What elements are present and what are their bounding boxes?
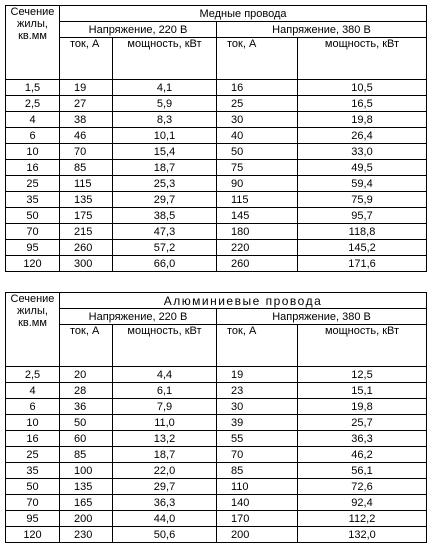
current-220-cell: 46 bbox=[60, 128, 113, 144]
current-220-cell: 165 bbox=[60, 495, 113, 511]
power-380-cell: 19,8 bbox=[298, 399, 427, 415]
current-220-cell: 300 bbox=[60, 256, 113, 272]
table-row bbox=[6, 240, 427, 256]
section-header-cell bbox=[6, 293, 60, 367]
table-row bbox=[6, 128, 427, 144]
section-cell: 25 bbox=[6, 176, 60, 192]
copper-current-220-header: ток, А bbox=[60, 38, 113, 80]
current-220-cell: 230 bbox=[60, 527, 113, 543]
power-220-cell: 15,4 bbox=[113, 144, 217, 160]
current-220-cell: 175 bbox=[60, 208, 113, 224]
current-380-cell: 200 bbox=[217, 527, 298, 543]
current-220-cell: 36 bbox=[60, 399, 113, 415]
power-220-cell: 4,1 bbox=[113, 80, 217, 96]
power-380-cell: 56,1 bbox=[298, 463, 427, 479]
aluminum-voltage-380: Напряжение, 380 В bbox=[217, 309, 427, 325]
table-row bbox=[6, 463, 427, 479]
power-220-cell: 18,7 bbox=[113, 447, 217, 463]
current-220-cell: 38 bbox=[60, 112, 113, 128]
section-cell: 70 bbox=[6, 495, 60, 511]
section-cell: 35 bbox=[6, 192, 60, 208]
section-cell: 16 bbox=[6, 431, 60, 447]
power-220-cell: 10,1 bbox=[113, 128, 217, 144]
section-cell: 50 bbox=[6, 479, 60, 495]
table-row bbox=[6, 256, 427, 272]
current-380-cell: 40 bbox=[217, 128, 298, 144]
section-cell: 95 bbox=[6, 511, 60, 527]
table-row bbox=[6, 160, 427, 176]
power-220-cell: 11,0 bbox=[113, 415, 217, 431]
current-380-cell: 220 bbox=[217, 240, 298, 256]
power-220-cell: 7,9 bbox=[113, 399, 217, 415]
current-380-cell: 260 bbox=[217, 256, 298, 272]
header-row-voltage bbox=[6, 22, 427, 38]
power-220-cell: 25,3 bbox=[113, 176, 217, 192]
section-cell: 16 bbox=[6, 160, 60, 176]
current-220-cell: 70 bbox=[60, 144, 113, 160]
power-380-cell: 36,3 bbox=[298, 431, 427, 447]
section-cell: 95 bbox=[6, 240, 60, 256]
current-380-cell: 30 bbox=[217, 112, 298, 128]
section-header-line-2: жилы, bbox=[17, 305, 48, 317]
copper-power-220-header: мощность, кВт bbox=[113, 38, 217, 80]
current-380-cell: 30 bbox=[217, 399, 298, 415]
power-380-cell: 10,5 bbox=[298, 80, 427, 96]
table-row bbox=[6, 96, 427, 112]
current-380-cell: 25 bbox=[217, 96, 298, 112]
copper-table-body bbox=[6, 6, 427, 272]
copper-power-380-header: мощность, кВт bbox=[298, 38, 427, 80]
aluminum-power-220-header: мощность, кВт bbox=[113, 325, 217, 367]
section-cell: 120 bbox=[6, 527, 60, 543]
table-row bbox=[6, 415, 427, 431]
aluminum-voltage-220: Напряжение, 220 В bbox=[60, 309, 217, 325]
table-row bbox=[6, 192, 427, 208]
table-row bbox=[6, 527, 427, 543]
current-380-cell: 85 bbox=[217, 463, 298, 479]
power-380-cell: 118,8 bbox=[298, 224, 427, 240]
section-cell: 10 bbox=[6, 415, 60, 431]
aluminum-table-body bbox=[6, 293, 427, 543]
power-220-cell: 18,7 bbox=[113, 160, 217, 176]
table-row bbox=[6, 399, 427, 415]
section-cell: 2,5 bbox=[6, 96, 60, 112]
aluminum-wires-table bbox=[5, 292, 427, 543]
power-380-cell: 49,5 bbox=[298, 160, 427, 176]
copper-wires-table bbox=[5, 5, 427, 272]
current-380-cell: 145 bbox=[217, 208, 298, 224]
aluminum-current-220-header: ток, А bbox=[60, 325, 113, 367]
current-380-cell: 16 bbox=[217, 80, 298, 96]
power-380-cell: 16,5 bbox=[298, 96, 427, 112]
aluminum-current-380-header: ток, А bbox=[217, 325, 298, 367]
copper-title: Медные провода bbox=[60, 6, 427, 22]
current-220-cell: 115 bbox=[60, 176, 113, 192]
current-380-cell: 90 bbox=[217, 176, 298, 192]
current-380-cell: 140 bbox=[217, 495, 298, 511]
power-220-cell: 36,3 bbox=[113, 495, 217, 511]
power-220-cell: 57,2 bbox=[113, 240, 217, 256]
power-380-cell: 33,0 bbox=[298, 144, 427, 160]
table-row bbox=[6, 447, 427, 463]
power-380-cell: 92,4 bbox=[298, 495, 427, 511]
section-cell: 1,5 bbox=[6, 80, 60, 96]
current-220-cell: 215 bbox=[60, 224, 113, 240]
current-220-cell: 260 bbox=[60, 240, 113, 256]
power-380-cell: 25,7 bbox=[298, 415, 427, 431]
power-220-cell: 5,9 bbox=[113, 96, 217, 112]
section-cell: 10 bbox=[6, 144, 60, 160]
current-220-cell: 27 bbox=[60, 96, 113, 112]
power-220-cell: 50,6 bbox=[113, 527, 217, 543]
current-220-cell: 85 bbox=[60, 447, 113, 463]
power-380-cell: 12,5 bbox=[298, 367, 427, 383]
current-220-cell: 85 bbox=[60, 160, 113, 176]
power-380-cell: 19,8 bbox=[298, 112, 427, 128]
current-380-cell: 180 bbox=[217, 224, 298, 240]
section-header-line-3: кв.мм bbox=[18, 30, 47, 42]
current-220-cell: 19 bbox=[60, 80, 113, 96]
header-row-columns bbox=[6, 38, 427, 80]
copper-current-380-header: ток, А bbox=[217, 38, 298, 80]
aluminum-power-380-header: мощность, кВт bbox=[298, 325, 427, 367]
power-220-cell: 66,0 bbox=[113, 256, 217, 272]
power-380-cell: 46,2 bbox=[298, 447, 427, 463]
section-cell: 4 bbox=[6, 112, 60, 128]
table-row bbox=[6, 383, 427, 399]
current-220-cell: 200 bbox=[60, 511, 113, 527]
table-row bbox=[6, 511, 427, 527]
section-cell: 70 bbox=[6, 224, 60, 240]
header-row-voltage bbox=[6, 309, 427, 325]
copper-voltage-220: Напряжение, 220 В bbox=[60, 22, 217, 38]
power-220-cell: 4,4 bbox=[113, 367, 217, 383]
power-380-cell: 132,0 bbox=[298, 527, 427, 543]
table-row bbox=[6, 479, 427, 495]
power-380-cell: 171,6 bbox=[298, 256, 427, 272]
section-cell: 25 bbox=[6, 447, 60, 463]
aluminum-title: Алюминиевые провода bbox=[60, 293, 427, 309]
section-header-line-1: Сечение bbox=[10, 293, 55, 305]
current-380-cell: 75 bbox=[217, 160, 298, 176]
power-220-cell: 8,3 bbox=[113, 112, 217, 128]
section-header-line-3: кв.мм bbox=[18, 317, 47, 329]
power-380-cell: 75,9 bbox=[298, 192, 427, 208]
power-380-cell: 26,4 bbox=[298, 128, 427, 144]
current-380-cell: 115 bbox=[217, 192, 298, 208]
section-header-cell bbox=[6, 6, 60, 80]
table-row bbox=[6, 112, 427, 128]
section-cell: 2,5 bbox=[6, 367, 60, 383]
power-380-cell: 145,2 bbox=[298, 240, 427, 256]
current-380-cell: 39 bbox=[217, 415, 298, 431]
section-cell: 50 bbox=[6, 208, 60, 224]
current-220-cell: 135 bbox=[60, 192, 113, 208]
current-380-cell: 19 bbox=[217, 367, 298, 383]
copper-voltage-380: Напряжение, 380 В bbox=[217, 22, 427, 38]
current-380-cell: 70 bbox=[217, 447, 298, 463]
table-row bbox=[6, 224, 427, 240]
current-380-cell: 23 bbox=[217, 383, 298, 399]
table-row bbox=[6, 208, 427, 224]
current-380-cell: 170 bbox=[217, 511, 298, 527]
current-220-cell: 60 bbox=[60, 431, 113, 447]
table-row bbox=[6, 367, 427, 383]
table-row bbox=[6, 495, 427, 511]
section-cell: 35 bbox=[6, 463, 60, 479]
power-380-cell: 72,6 bbox=[298, 479, 427, 495]
power-220-cell: 47,3 bbox=[113, 224, 217, 240]
table-row bbox=[6, 144, 427, 160]
power-380-cell: 59,4 bbox=[298, 176, 427, 192]
current-380-cell: 50 bbox=[217, 144, 298, 160]
table-row bbox=[6, 80, 427, 96]
section-cell: 120 bbox=[6, 256, 60, 272]
section-header-line-2: жилы, bbox=[17, 18, 48, 30]
power-220-cell: 38,5 bbox=[113, 208, 217, 224]
current-220-cell: 28 bbox=[60, 383, 113, 399]
table-row bbox=[6, 431, 427, 447]
power-220-cell: 13,2 bbox=[113, 431, 217, 447]
power-220-cell: 6,1 bbox=[113, 383, 217, 399]
current-220-cell: 100 bbox=[60, 463, 113, 479]
section-cell: 4 bbox=[6, 383, 60, 399]
section-header-line-1: Сечение bbox=[10, 6, 55, 18]
current-380-cell: 110 bbox=[217, 479, 298, 495]
power-380-cell: 15,1 bbox=[298, 383, 427, 399]
power-380-cell: 95,7 bbox=[298, 208, 427, 224]
current-220-cell: 50 bbox=[60, 415, 113, 431]
section-cell: 6 bbox=[6, 128, 60, 144]
power-220-cell: 29,7 bbox=[113, 479, 217, 495]
header-row-title bbox=[6, 293, 427, 309]
current-220-cell: 20 bbox=[60, 367, 113, 383]
current-220-cell: 135 bbox=[60, 479, 113, 495]
power-220-cell: 29,7 bbox=[113, 192, 217, 208]
header-row-columns bbox=[6, 325, 427, 367]
table-row bbox=[6, 176, 427, 192]
power-380-cell: 112,2 bbox=[298, 511, 427, 527]
power-220-cell: 44,0 bbox=[113, 511, 217, 527]
current-380-cell: 55 bbox=[217, 431, 298, 447]
header-row-title bbox=[6, 6, 427, 22]
section-cell: 6 bbox=[6, 399, 60, 415]
power-220-cell: 22,0 bbox=[113, 463, 217, 479]
